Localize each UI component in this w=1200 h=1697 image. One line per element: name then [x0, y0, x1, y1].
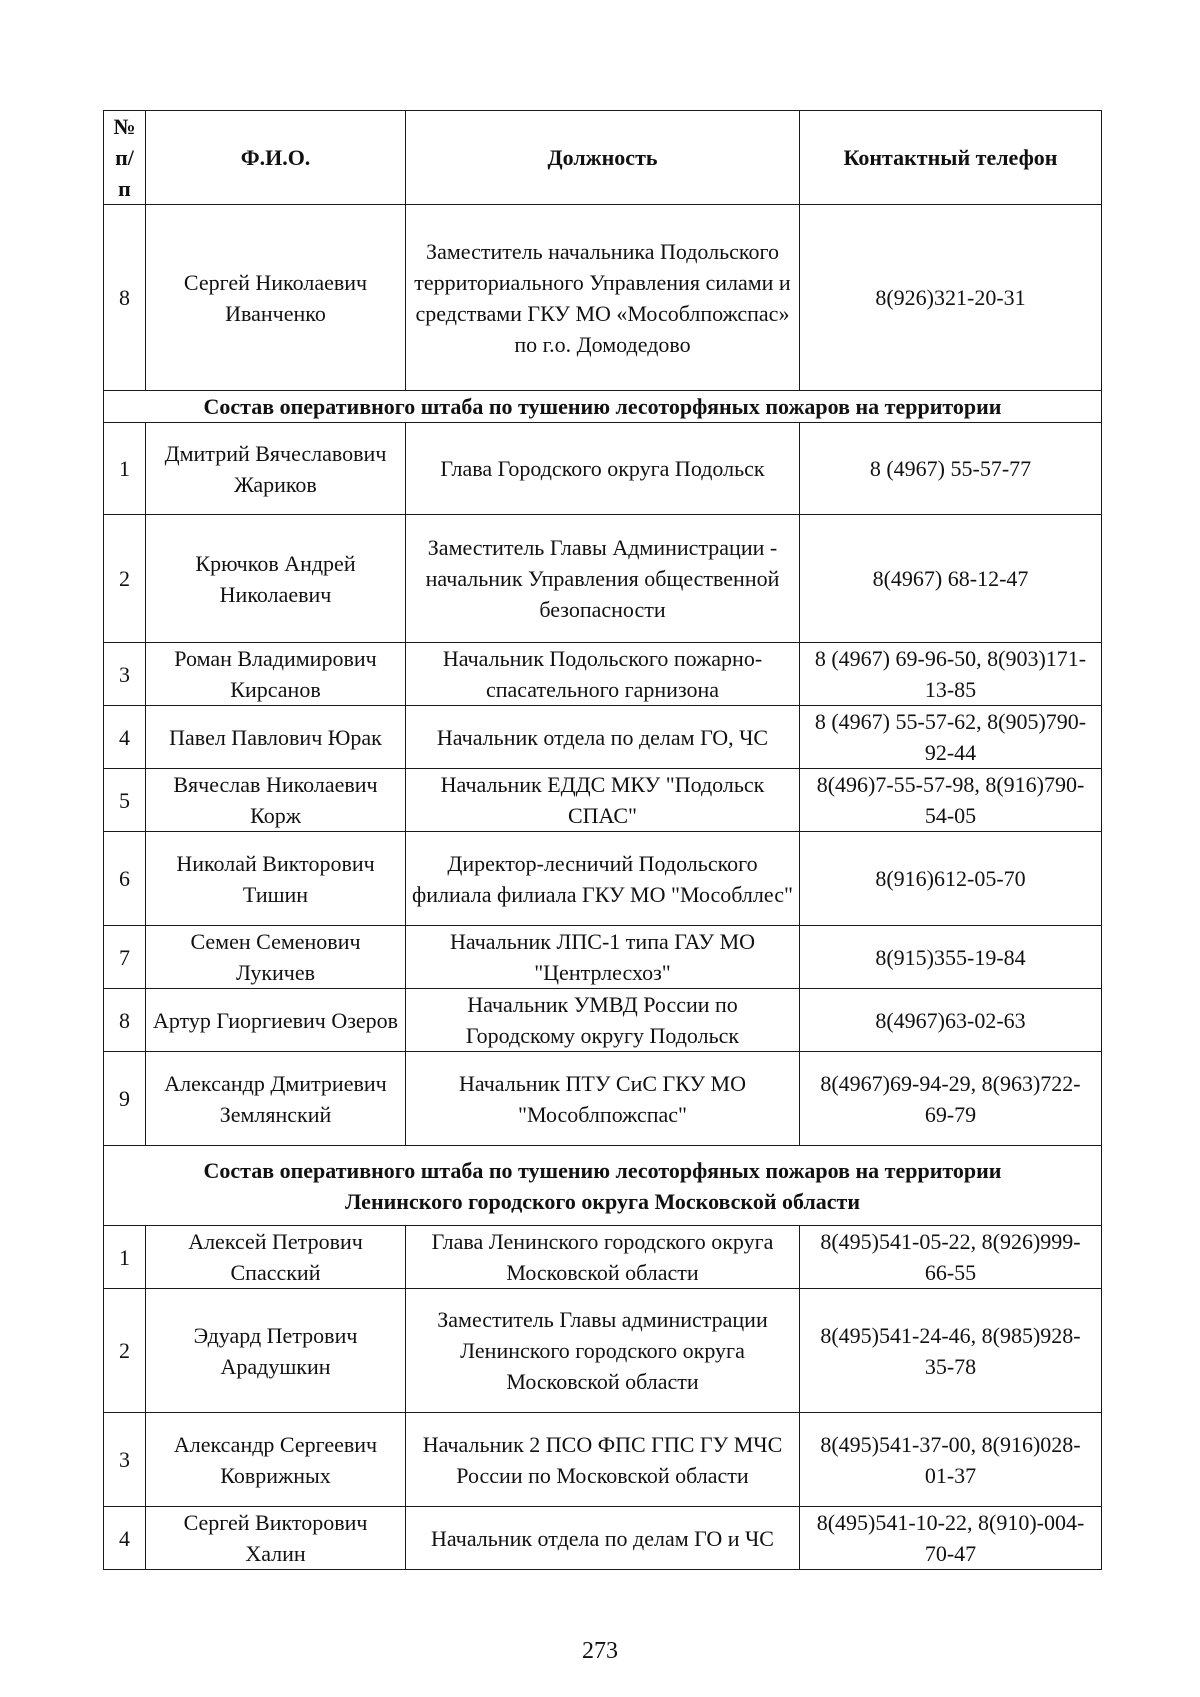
table-row [104, 1052, 1102, 1146]
row-fio: Павел Павлович Юрак [146, 706, 406, 769]
header-num: № п/ п [104, 111, 146, 205]
row-position: Начальник Подольского пожарно-спасательного гарнизона [406, 643, 800, 706]
section-title: Состав оперативного штаба по тушению лесоторфяных пожаров на территории [104, 391, 1102, 423]
row-position: Директор-лесничий Подольского филиала филиала ГКУ МО "Мособллес" [406, 832, 800, 926]
row-phone: 8(4967) 68-12-47 [800, 515, 1102, 643]
row-phone: 8(495)541-10-22, 8(910)-004-70-47 [800, 1507, 1102, 1570]
row-fio: Эдуард Петрович Арадушкин [146, 1289, 406, 1413]
table-row [104, 515, 1102, 643]
table-row [104, 706, 1102, 769]
row-num: 8 [104, 205, 146, 391]
row-phone: 8(496)7-55-57-98, 8(916)790-54-05 [800, 769, 1102, 832]
table-row [104, 1226, 1102, 1289]
row-num: 6 [104, 832, 146, 926]
row-phone: 8(495)541-37-00, 8(916)028-01-37 [800, 1413, 1102, 1507]
row-position: Начальник УМВД России по Городскому округу Подольск [406, 989, 800, 1052]
section-heading-row [104, 1146, 1102, 1226]
row-phone: 8 (4967) 55-57-77 [800, 423, 1102, 515]
header-phone: Контактный телефон [800, 111, 1102, 205]
row-num: 1 [104, 1226, 146, 1289]
row-phone: 8 (4967) 55-57-62, 8(905)790-92-44 [800, 706, 1102, 769]
table-row [104, 926, 1102, 989]
table-row [104, 832, 1102, 926]
row-num: 8 [104, 989, 146, 1052]
row-fio: Дмитрий Вячеславович Жариков [146, 423, 406, 515]
table-row [104, 1413, 1102, 1507]
row-position: Заместитель Главы Администрации - начальник Управления общественной безопасности [406, 515, 800, 643]
row-fio: Сергей Викторович Халин [146, 1507, 406, 1570]
row-num: 4 [104, 1507, 146, 1570]
row-position: Глава Ленинского городского округа Московской области [406, 1226, 800, 1289]
row-fio: Семен Семенович Лукичев [146, 926, 406, 989]
table-row [104, 1289, 1102, 1413]
header-fio: Ф.И.О. [146, 111, 406, 205]
row-fio: Александр Дмитриевич Землянский [146, 1052, 406, 1146]
page-number: 273 [582, 1638, 618, 1664]
row-fio: Сергей Николаевич Иванченко [146, 205, 406, 391]
row-phone: 8(495)541-05-22, 8(926)999-66-55 [800, 1226, 1102, 1289]
row-num: 9 [104, 1052, 146, 1146]
row-num: 4 [104, 706, 146, 769]
row-num: 2 [104, 515, 146, 643]
row-num: 2 [104, 1289, 146, 1413]
table-row [104, 769, 1102, 832]
table-header-row [104, 111, 1102, 205]
row-fio: Артур Гиоргиевич Озеров [146, 989, 406, 1052]
row-num: 1 [104, 423, 146, 515]
row-position: Начальник ЛПС-1 типа ГАУ МО "Центрлесхоз" [406, 926, 800, 989]
row-num: 3 [104, 643, 146, 706]
row-position: Начальник отдела по делам ГО, ЧС [406, 706, 800, 769]
row-num: 7 [104, 926, 146, 989]
table-row [104, 205, 1102, 391]
row-phone: 8(916)612-05-70 [800, 832, 1102, 926]
table-row [104, 1507, 1102, 1570]
staff-table [103, 110, 1102, 1570]
row-fio: Крючков Андрей Николаевич [146, 515, 406, 643]
row-position: Заместитель Главы администрации Ленинского городского округа Московской области [406, 1289, 800, 1413]
row-phone: 8(926)321-20-31 [800, 205, 1102, 391]
row-position: Начальник ЕДДС МКУ "Подольск СПАС" [406, 769, 800, 832]
row-fio: Роман Владимирович Кирсанов [146, 643, 406, 706]
header-position: Должность [406, 111, 800, 205]
row-fio: Александр Сергеевич Коврижных [146, 1413, 406, 1507]
row-num: 3 [104, 1413, 146, 1507]
row-phone: 8 (4967) 69-96-50, 8(903)171-13-85 [800, 643, 1102, 706]
row-position: Глава Городского округа Подольск [406, 423, 800, 515]
table-row [104, 989, 1102, 1052]
row-phone: 8(495)541-24-46, 8(985)928-35-78 [800, 1289, 1102, 1413]
table-row [104, 643, 1102, 706]
row-phone: 8(915)355-19-84 [800, 926, 1102, 989]
row-position: Заместитель начальника Подольского территориального Управления силами и средствами ГКУ МО «Мособлпожспас» по г.о. Домодедово [406, 205, 800, 391]
section-heading-row [104, 391, 1102, 423]
row-fio: Вячеслав Николаевич Корж [146, 769, 406, 832]
row-phone: 8(4967)63-02-63 [800, 989, 1102, 1052]
row-num: 5 [104, 769, 146, 832]
row-fio: Николай Викторович Тишин [146, 832, 406, 926]
row-phone: 8(4967)69-94-29, 8(963)722-69-79 [800, 1052, 1102, 1146]
row-fio: Алексей Петрович Спасский [146, 1226, 406, 1289]
row-position: Начальник 2 ПСО ФПС ГПС ГУ МЧС России по Московской области [406, 1413, 800, 1507]
row-position: Начальник ПТУ СиС ГКУ МО "Мособлпожспас" [406, 1052, 800, 1146]
table-row [104, 423, 1102, 515]
section-title: Состав оперативного штаба по тушению лесоторфяных пожаров на территории Ленинского городского округа Московской области [104, 1146, 1102, 1226]
row-position: Начальник отдела по делам ГО и ЧС [406, 1507, 800, 1570]
